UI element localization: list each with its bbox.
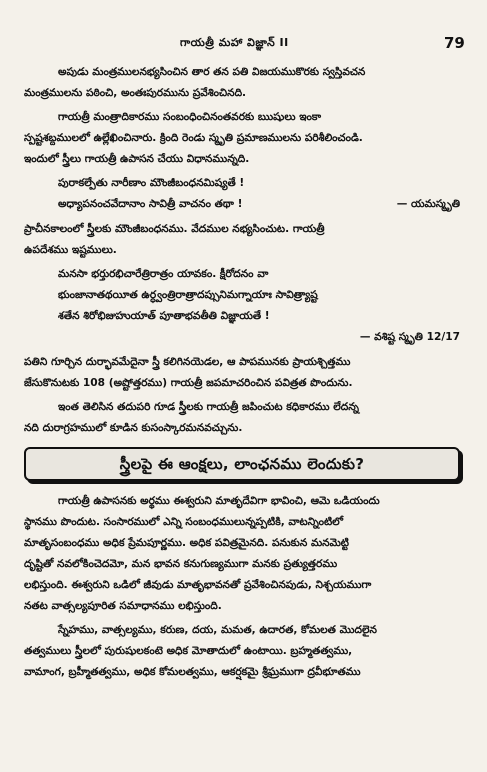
paragraph-2 [24, 107, 460, 170]
verse-line: పురాకల్పేతు నారీణాం మౌంజీబంధనమిష్యతే ! [58, 177, 245, 189]
verse-line: శతేన శిరోభిజుహుయాత్ పూతాభవతీతి విజ్ఞాయతే ! [58, 310, 270, 322]
text-line: వామాంగ, బ్రహ్మీతత్వము, అధిక కోమలత్వము, ఆకర్షకమై శ్రీఘ్రముగా ద్రవీభూతము [24, 666, 361, 678]
verse-line: అధ్యాపనంచవేదానాం సావిత్రీ వాచనం తథా ! [58, 198, 243, 210]
paragraph-3 [24, 219, 460, 261]
text-line: గాయత్రీ మంత్రాదికారము సంబంధించినంతవరకు ఋషులు ఇంకా [58, 111, 322, 123]
text-line: నతట వాత్సల్యపూరిత సమాధానము లభిస్తుంది. [24, 600, 222, 612]
verse-vasishta-smriti [24, 264, 460, 348]
section-heading-banner: స్త్రీలపై ఈ ఆంక్షలు, లాంఛనము లెందుకు? [24, 447, 460, 481]
text-line: స్పష్టశబ్దములలో ఉల్లేఖించినారు. క్రింది రెండు స్మృతి ప్రమాణములను పరిశీలించండి. [24, 132, 363, 144]
text-line: స్థానము పొందుట. సంసారములో ఎన్ని సంబంధములున్నప్పటికి, వాటన్నింటిలో [24, 516, 344, 528]
verse-line: మనసా భర్తురభిచారేత్రిరాత్రం యావకం. క్షీరోదనం వా [58, 268, 269, 280]
text-line: గాయత్రీ ఉపాసనకు అర్థము ఈశ్వరుని మాతృదేవిగా భావించి, ఆమె ఒడియందు [58, 495, 380, 507]
text-line: నది దురాగ్రహములో కూడిన కుసంస్కారమనవచ్చును. [24, 422, 243, 434]
verse-line: భుంజానాతథయీత ఉర్ధ్వంత్రిరాత్రాదప్సునిమగ్నాయాః సావిత్ర్యాష్ట [58, 289, 318, 301]
paragraph-7 [24, 620, 460, 683]
text-line: తత్వములు స్త్రీలలో పురుషులకంటె అధిక మోతాదులో ఉంటాయి. బ్రహ్మతత్వము, [24, 645, 353, 657]
text-line: మంత్రములను పఠించి, అంతఃపురమును ప్రవేశించినది. [24, 87, 247, 99]
paragraph-1 [24, 62, 460, 104]
text-line: పతిని గూర్చిన దుర్భావమేదైనా స్త్రీ కలిగినయెడల, ఆ పాపమునకు ప్రాయశ్చిత్తము [24, 356, 351, 368]
text-line: ఉపదేశము ఇష్టములు. [24, 244, 117, 256]
text-line: స్నేహము, వాత్సల్యము, కరుణ, దయ, మమత, ఉదారత, కోమలత మొదలైన [58, 624, 377, 636]
text-line: అపుడు మంత్రములనభ్యసించిన తార తన పతి విజయముకొరకు స్వస్తివచన [58, 66, 366, 78]
paragraph-5 [24, 397, 460, 439]
text-line: జేసుకొనుటకు 108 (అష్టోత్తరము) గాయత్రీ జపమాచరించిన పవిత్రత పొందును. [24, 377, 353, 389]
paragraph-6 [24, 491, 460, 617]
text-line: ఇంత తెలిసిన తదుపరి గూడ స్త్రీలకు గాయత్రీ జపించుట కధికారము లేదన్న [58, 401, 359, 413]
running-header [0, 34, 487, 56]
verse-source: — వశిష్ట స్మృతి 12/17 [359, 331, 460, 343]
paragraph-4 [24, 352, 460, 394]
page-number: 79 [444, 34, 465, 52]
text-line: దృష్టితో నవలోకించెదమో, మన భావన కనుగుణ్యముగా మనకు ప్రత్యుత్తరము [24, 558, 338, 570]
text-line: ఇందులో స్త్రీలు గాయత్రీ ఉపాసన చేయు విధానమున్నది. [24, 153, 250, 165]
text-line: లభిస్తుంది. ఈశ్వరుని ఒడిలో జీవుడు మాతృభావనతో ప్రవేశించినపుడు, నిశ్చయముగా [24, 579, 372, 591]
page-body [24, 62, 460, 686]
text-line: ప్రాచీనకాలంలో స్త్రీలకు మౌంజీబంధనము. వేదముల నభ్యసించుట. గాయత్రీ [24, 223, 325, 235]
running-title: గాయత్రీ మహా విజ్ఞాన్ II [180, 36, 289, 49]
verse-source: — యమస్మృతి [396, 198, 460, 210]
text-line: మాతృసంబంధము అధిక ప్రేమపూర్ణము. అధిక పవిత్రమైనది. పనుకున మనమెట్టి [24, 537, 349, 549]
verse-yama-smriti [24, 173, 460, 215]
